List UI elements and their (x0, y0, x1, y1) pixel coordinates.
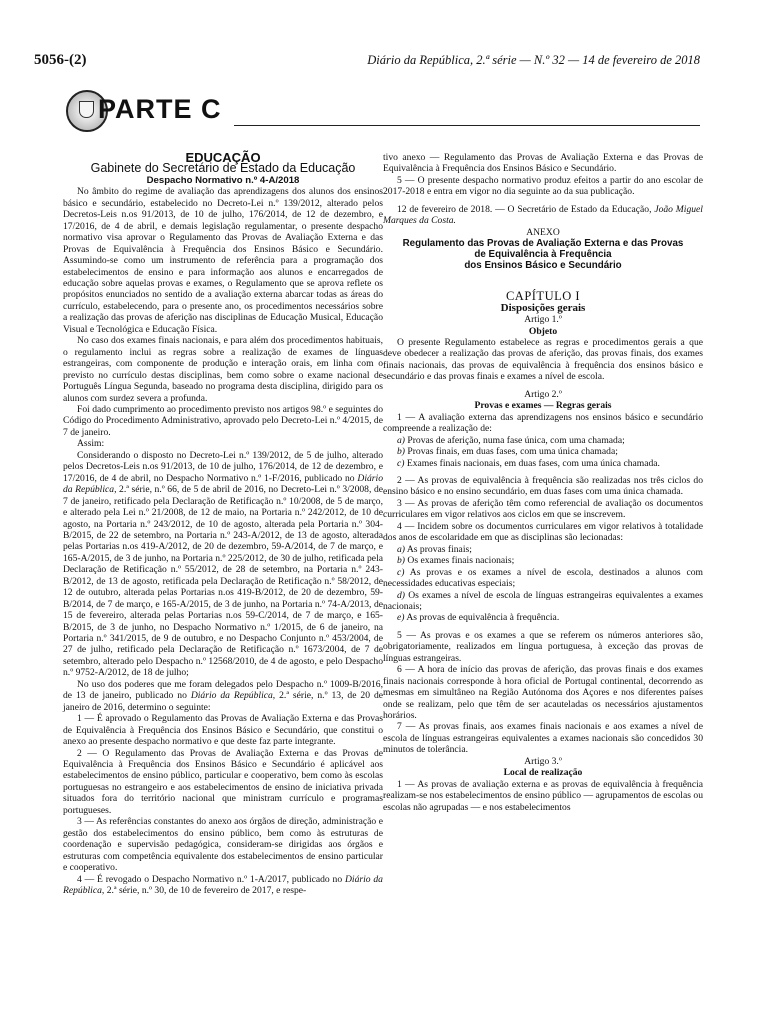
paragraph: 7 — As provas finais, aos exames finais nacionais e aos exames a nível de escola de línguas estrangeiras equivalentes a exames nacionais são concedidos 30 minutos de tolerância. (383, 721, 703, 756)
paragraph: 2 — O Regulamento das Provas de Avaliação Externa e das Provas de Equivalência à Frequência dos Ensinos Básico e Secundário é aplicável aos estabelecimentos de ensino público, particular e cooperativo, bem como às escolas portuguesas no estrangeiro e aos estabelecimentos de ensino de iniciativa privada situados fora do território nacional que ministram currículo e programas portugueses. (63, 747, 383, 816)
office-heading: Gabinete do Secretário de Estado da Educação (90, 161, 356, 176)
page-header (34, 52, 700, 74)
paragraph: 1 — A avaliação externa das aprendizagens nos ensinos básico e secundário compreende a realização de: (383, 411, 703, 435)
right-column (383, 152, 703, 813)
paragraph: 1 — É aprovado o Regulamento das Provas de Avaliação Externa e das Provas de Equivalência à Frequência dos Ensinos Básico e Secundário, que constitui o anexo ao presente despacho normativo e que deste faz parte integrante. (63, 713, 383, 748)
paragraph: 3 — As referências constantes do anexo aos órgãos de direção, administração e gestão dos estabelecimentos do ensino público, bem como às estruturas de coordenação e supervisão pedagógica, consideram-se dirigidas aos órgãos e estruturas com competência equivalente dos estabelecimentos de ensino particular e cooperativo. (63, 816, 383, 874)
annex-heading: ANEXO (526, 226, 560, 238)
paragraph: O presente Regulamento estabelece as regras e procedimentos gerais a que deve obedecer a realização das provas de aferição, das provas finais, dos exames finais nacionais, das provas de equivalência à frequência dos ensinos básico e secundário e das provas finais e exames a nível de escola. (383, 336, 703, 383)
article-title: Local de realização (503, 767, 583, 779)
section-title: PARTE C (98, 94, 222, 124)
chapter-title: Disposições gerais (500, 301, 586, 314)
paragraph: No caso dos exames finais nacionais, e para além dos procedimentos habituais, o regulamento inclui as regras sobre a realização de exames de línguas estrangeiras, com componente de produção e interação orais, em linha com o previsto no currículo destas disciplinas, bem como sobre o exame nacional de Português Língua Segunda, baseado no programa desta disciplina, dirigido para os alunos com surdez severa a profunda. (63, 335, 383, 404)
article-number: Artigo 3.º (524, 755, 562, 767)
list-item: b) Provas finais, em duas fases, com uma única chamada; (397, 446, 618, 458)
running-title: Diário da República, 2.ª série — N.º 32 — 14 de fevereiro de 2018 (367, 53, 700, 67)
paragraph: 3 — As provas de aferição têm como referencial de avaliação os documentos curriculares em vigor relativos aos ciclos em que se inscrevem. (383, 497, 703, 521)
paragraph: 5 — As provas e os exames a que se referem os números anteriores são, obrigatoriamente, realizados em língua portuguesa, à exceção das provas de línguas estrangeiras. (383, 629, 703, 664)
paragraph: 2 — As provas de equivalência à frequência são realizadas nos três ciclos do ensino básico e no ensino secundário, em duas fases com uma única chamada. (383, 474, 703, 498)
list-item: d) Os exames a nível de escola de línguas estrangeiras equivalentes a exames nacionais; (383, 589, 703, 612)
list-item: e) As provas de equivalência à frequência. (397, 612, 560, 624)
paragraph: 5 — O presente despacho normativo produz efeitos a partir do ano escolar de 2017-2018 e entra em vigor no dia seguinte ao da sua publicação. (383, 174, 703, 198)
paragraph: 4 — Incidem sobre os documentos curriculares em vigor relativos à totalidade dos anos de escolaridade em que as disciplinas são lecionadas: (383, 520, 703, 544)
signature-line: 12 de fevereiro de 2018. — O Secretário de Estado da Educação, João Miguel Marques da Costa. (383, 203, 703, 227)
ministry-heading: EDUCAÇÃO (185, 150, 261, 165)
page-number: 5056-(2) (34, 52, 87, 68)
paragraph: Foi dado cumprimento ao procedimento previsto nos artigos 98.º e seguintes do Código do Procedimento Administrativo, aprovado pelo Decreto-Lei n.º 4/2015, de 7 de janeiro. (63, 403, 383, 438)
list-item: c) Exames finais nacionais, em duas fases, com uma única chamada. (397, 457, 660, 469)
paragraph: 4 — É revogado o Despacho Normativo n.º 1-A/2017, publicado no Diário da República, 2.ª série, n.º 30, de 10 de fevereiro de 2017, e respe- (63, 873, 383, 896)
list-item: a) As provas finais; (397, 543, 472, 555)
despacho-title: Despacho Normativo n.º 4-A/2018 (146, 174, 300, 186)
regulation-title: Regulamento das Provas de Avaliação Externa e das Provas de Equivalência à Frequência dos Ensinos Básico e Secundário (402, 238, 684, 272)
article-title: Provas e exames — Regras gerais (474, 400, 612, 412)
paragraph: Assim: (77, 438, 105, 450)
chapter-heading: CAPÍTULO I (505, 289, 581, 304)
article-number: Artigo 2.º (524, 388, 562, 400)
article-title: Objeto (528, 325, 558, 337)
paragraph: Considerando o disposto no Decreto-Lei n.º 139/2012, de 5 de julho, alterado pelos Decretos-Leis n.os 91/2013, de 10 de julho, 176/2014, de 12 de dezembro, e 17/2016, de 4 de abril, no Despacho Normativo n.º 1-F/2016, publicado no Diário da República, 2.ª série, n.º 66, de 5 de abril de 2016, no Decreto-Lei n.º 3/2008, de 7 de janeiro, retificado pela Declaração de Retificação n.º 10/2008, de 5 de março, e alterado pela Lei n.º 21/2008, de 12 de maio, na Portaria n.º 242/2012, de 10 de agosto, na Portaria n.º 243/2012, de 10 de agosto, alterada pela Portaria n.º 304-B/2015, de 22 de setembro, na Portaria n.º 243-A/2012, de 13 de agosto, alterada pelas Portarias n.os 419-A/2012, de 20 de dezembro, 59-A/2014, de 7 de março, e 165-A/2015, de 3 de junho, na Portaria n.º 225/2012, de 30 de julho, retificada pela Declaração de Retificação n.º 55/2012, de 28 de setembro, na Portaria n.º 243-B/2012, de 13 de agosto, retificada pela Declaração de Retificação n.º 58/2012, de 12 de outubro, alterada pelas Portarias n.os 419-B/2012, de 20 de dezembro, 59-B/2014, de 7 de março, e 165-A/2015, de 3 de junho, na Portaria n.º 74-A/2013, de 15 de fevereiro, alterada pelas Portarias n.os 59-C/2014, de 7 de março, e 165-B/2015, de 3 de junho, no Despacho Normativo n.º 1/2015, de 6 de janeiro, na Portaria n.º 341/2015, de 9 de outubro, e no Despacho Conjunto n.º 453/2004, de 27 de julho, retificado pela Declaração de Retificação n.º 1673/2004, de 7 de setembro, alterado pelo Despacho n.º 12568/2010, de 4 de agosto, e pelo Despacho n.º 9752-A/2012, de 18 de julho; (63, 449, 383, 679)
paragraph: 1 — As provas de avaliação externa e as provas de equivalência à frequência realizam-se nos estabelecimentos de ensino público — agrupamentos de escolas ou escolas não agrupadas — e nos estabelecimentos (383, 778, 703, 813)
list-item: a) Provas de aferição, numa fase única, com uma chamada; (397, 434, 625, 446)
list-item: c) As provas e os exames a nível de escola, destinados a alunos com necessidades educativas especiais; (383, 566, 703, 590)
paragraph: No âmbito do regime de avaliação das aprendizagens dos alunos dos ensinos básico e secundário, estabelecido no Decreto-Lei n.º 139/2012, alterado pelos Decretos-Leis n.os 91/2013, de 10 de julho, 176/2014, de 12 de dezembro, e 17/2016, de 4 de abril, e demais legislação regulamentar, o presente despacho normativo visa aprovar o Regulamento das Provas de Avaliação Externa e das Provas de Equivalência à Frequência dos Ensinos Básico e Secundário. Assumindo-se como um instrumento de referência para a programação dos estabelecimentos de ensino e para informação aos alunos e encarregados de educação sobre aquelas provas e exames, o Regulamento que se aprova reflete os propósitos enunciados no sentido de a avaliação externa abarcar todas as áreas do currículo, estabelecendo, para o presente ano, os procedimentos necessários sobre a realização das provas de aferição nas disciplinas de Educação Musical, Educação Visual e Tecnológica e Educação Física. (63, 186, 383, 335)
list-item: b) Os exames finais nacionais; (397, 555, 515, 567)
section-rule (234, 125, 700, 126)
paragraph: No uso dos poderes que me foram delegados pelo Despacho n.º 1009-B/2016, de 13 de janeiro, publicado no Diário da República, 2.ª série, n.º 13, de 20 de janeiro de 2016, determino o seguinte: (63, 678, 384, 713)
article-number: Artigo 1.º (524, 314, 562, 326)
paragraph: tivo anexo — Regulamento das Provas de Avaliação Externa e das Provas de Equivalência à Frequência dos Ensinos Básico e Secundário. (383, 152, 703, 175)
left-column (63, 152, 383, 896)
paragraph: 6 — A hora de início das provas de aferição, das provas finais e dos exames finais nacionais corresponde à hora oficial de Portugal continental, decorrendo as mesmas em simultâneo na Região Autónoma dos Açores e nos diferentes países onde se realizam, pelo que têm de ser acauteladas os necessários ajustamentos horários. (383, 664, 703, 722)
